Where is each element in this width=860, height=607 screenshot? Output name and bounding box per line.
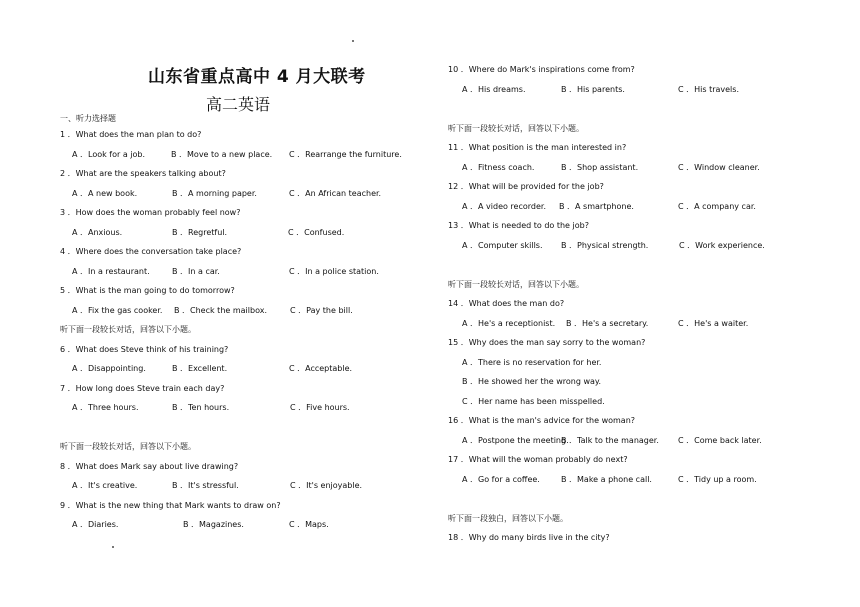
question-stem: 4 ．Where does the conversation take place? xyxy=(60,247,242,256)
option-b: B ．It's stressful. xyxy=(172,481,239,490)
question-stem: 13 ．What is needed to do the job? xyxy=(448,221,589,230)
option-c: C ．Acceptable. xyxy=(289,364,353,373)
question-stem: 12 ．What will be provided for the job? xyxy=(448,182,604,191)
option-a: A ．Computer skills. xyxy=(462,241,543,250)
question-stem: 7 ．How long does Steve train each day? xyxy=(60,384,225,393)
option-c: C ．Window cleaner. xyxy=(678,163,760,172)
question-stem: 3 ．How does the woman probably feel now? xyxy=(60,208,241,217)
question-stem: 2 ．What are the speakers talking about? xyxy=(60,169,226,178)
option-b: B ．He's a secretary. xyxy=(566,319,649,328)
option-b: B ．In a car. xyxy=(172,267,220,276)
option-b: B ．Excellent. xyxy=(172,364,228,373)
option-c: C ．It's enjoyable. xyxy=(290,481,363,490)
option-b: B ．Check the mailbox. xyxy=(174,306,267,315)
option-c: C ．Pay the bill. xyxy=(290,306,353,315)
option-c: C ．Come back later. xyxy=(678,436,762,445)
option-a: A ．He's a receptionist. xyxy=(462,319,556,328)
question-stem: 16 ．What is the man's advice for the woman? xyxy=(448,416,636,425)
option-a: A ．A new book. xyxy=(72,189,138,198)
question-stem: 18 ．Why do many birds live in the city? xyxy=(448,533,610,542)
option-a: A ．His dreams. xyxy=(462,85,526,94)
section-label: 一、听力选择题 xyxy=(60,114,116,123)
option-c: C ．Five hours. xyxy=(290,403,350,412)
option-c: C ．Tidy up a room. xyxy=(678,475,757,484)
option-a: A ．Disappointing. xyxy=(72,364,146,373)
instruction: 听下面一段较长对话，回答以下小题。 xyxy=(60,325,196,334)
scan-dot xyxy=(352,40,354,42)
option-c: C ．Confused. xyxy=(288,228,345,237)
option-b: B ．Shop assistant. xyxy=(561,163,639,172)
option-b: B ．Magazines. xyxy=(183,520,244,529)
exam-subtitle: 高二英语 xyxy=(206,95,271,114)
option-a: A ．A video recorder. xyxy=(462,202,546,211)
option-a: A ．Three hours. xyxy=(72,403,139,412)
option-a: A ．Fix the gas cooker. xyxy=(72,306,163,315)
option-a: A ．Anxious. xyxy=(72,228,123,237)
option-b: B ．A smartphone. xyxy=(559,202,634,211)
option-c: C ．Maps. xyxy=(289,520,329,529)
question-stem: 9 ．What is the new thing that Mark wants to draw on? xyxy=(60,501,281,510)
option-b: B ．His parents. xyxy=(561,85,625,94)
question-stem: 5 ．What is the man going to do tomorrow? xyxy=(60,286,235,295)
option-a: A ．Fitness coach. xyxy=(462,163,535,172)
scan-dot xyxy=(112,546,114,548)
option-a: A ．Postpone the meeting. xyxy=(462,436,569,445)
option-b: B ．Move to a new place. xyxy=(171,150,273,159)
question-stem: 10 ．Where do Mark's inspirations come from? xyxy=(448,65,635,74)
question-stem: 11 ．What position is the man interested in? xyxy=(448,143,627,152)
option-c: C ．An African teacher. xyxy=(289,189,382,198)
question-stem: 14 ．What does the man do? xyxy=(448,299,565,308)
question-stem: 1 ．What does the man plan to do? xyxy=(60,130,202,139)
option-c: C ．Rearrange the furniture. xyxy=(289,150,402,159)
instruction: 听下面一段较长对话，回答以下小题。 xyxy=(448,280,584,289)
option-b: B ．Make a phone call. xyxy=(561,475,652,484)
option-a: A ．There is no reservation for her. xyxy=(462,358,602,367)
instruction: 听下面一段独白，回答以下小题。 xyxy=(448,514,568,523)
question-stem: 17 ．What will the woman probably do next? xyxy=(448,455,628,464)
instruction: 听下面一段较长对话，回答以下小题。 xyxy=(448,124,584,133)
option-b: B ．Regretful. xyxy=(172,228,228,237)
option-b: B ．Talk to the manager. xyxy=(561,436,659,445)
instruction: 听下面一段较长对话，回答以下小题。 xyxy=(60,442,196,451)
option-b: B ．He showed her the wrong way. xyxy=(462,377,602,386)
option-a: A ．In a restaurant. xyxy=(72,267,150,276)
option-c: C ．A company car. xyxy=(678,202,756,211)
option-c: C ．In a police station. xyxy=(289,267,379,276)
option-b: B ．Physical strength. xyxy=(561,241,649,250)
question-stem: 15 ．Why does the man say sorry to the woman? xyxy=(448,338,646,347)
option-a: A ．Diaries. xyxy=(72,520,119,529)
option-a: A ．It's creative. xyxy=(72,481,138,490)
option-b: B ．A morning paper. xyxy=(172,189,257,198)
option-c: C ．He's a waiter. xyxy=(678,319,749,328)
option-c: C ．His travels. xyxy=(678,85,739,94)
option-c: C ．Work experience. xyxy=(679,241,765,250)
question-stem: 8 ．What does Mark say about live drawing? xyxy=(60,462,239,471)
option-a: A ．Look for a job. xyxy=(72,150,146,159)
option-c: C ．Her name has been misspelled. xyxy=(462,397,605,406)
exam-title: 山东省重点高中 4 月大联考 xyxy=(148,67,366,87)
option-a: A ．Go for a coffee. xyxy=(462,475,540,484)
option-b: B ．Ten hours. xyxy=(172,403,230,412)
question-stem: 6 ．What does Steve think of his training? xyxy=(60,345,229,354)
